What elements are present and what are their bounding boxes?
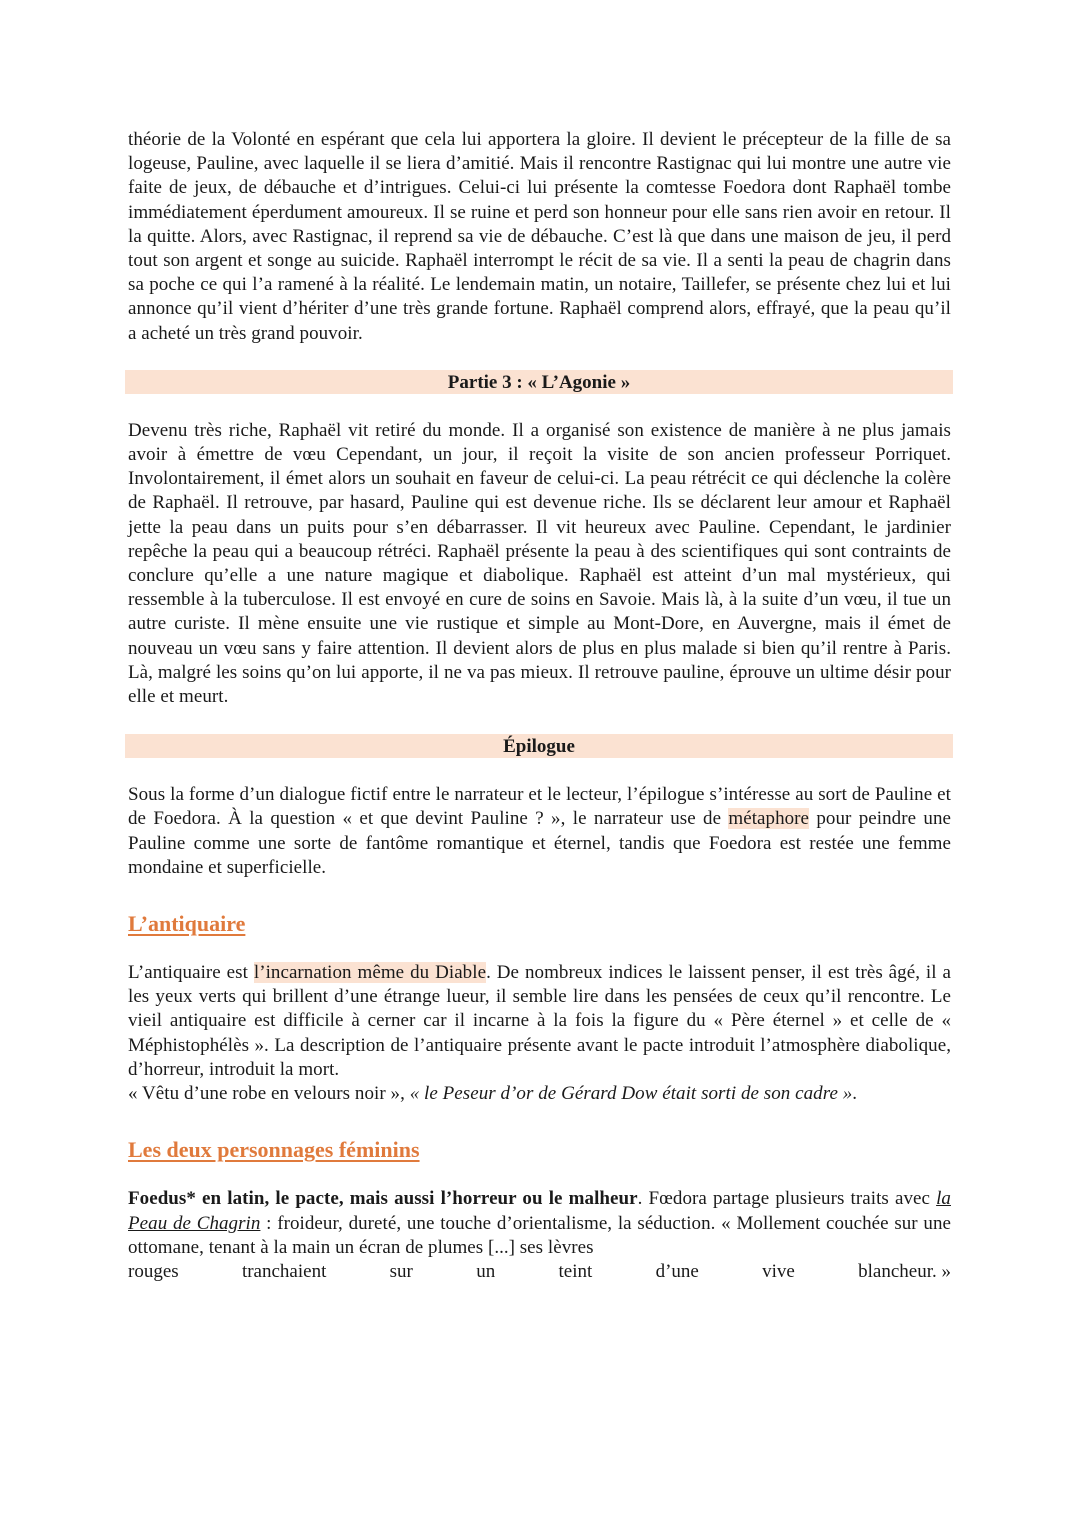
- antiquaire-heading: L’antiquaire: [128, 911, 246, 937]
- last-line-word: un: [476, 1260, 496, 1282]
- last-line-word: sur: [389, 1260, 413, 1282]
- feminins-heading: Les deux personnages féminins: [128, 1137, 420, 1163]
- last-line-word: blancheur. »: [858, 1260, 951, 1282]
- epilogue-highlight: métaphore: [728, 808, 810, 830]
- epilogue-text-before: Sous la forme d’un dialogue fictif entre le narrateur et le lecteur, l’épilogue s’intéresse au sort de Pauline et de Foedora. À la question « et que devint Pauline ? », le narrateur use de: [128, 784, 951, 830]
- document-page: [128, 128, 951, 1284]
- antiquaire-quote-end: .: [852, 1083, 858, 1105]
- part2-ending-paragraph: théorie de la Volonté en espérant que cela lui apportera la gloire. Il devient le précepteur de la fille de sa logeuse, Pauline, avec laquelle il se liera d’amitié. Mais il rencontre Rastignac qui lui montre une autre vie faite de jeux, de débauche et d’intrigues. Celui-ci lui présente la comtesse Foedora dont Raphaël tombe immédiatement éperdument amoureux. Il se ruine et perd son honneur pour elle sans rien avoir en retour. Il la quitte. Alors, avec Rastignac, il reprend sa vie de débauche. C’est là que dans une maison de jeu, il perd tout son argent et songe au suicide. Raphaël interrompt le récit de sa vie. Il a senti la peau de chagrin dans sa poche ce qui l’a ramené à la réalité. Le lendemain matin, un notaire, Taillefer, se présente chez lui et lui annonce qu’il vient d’hériter d’une très grande fortune. Raphaël comprend alors, effrayé, que la peau qu’il a acheté un très grand pouvoir.: [128, 129, 951, 344]
- feminins-paragraph: [128, 1187, 951, 1260]
- antiquaire-quote-line: [128, 1082, 951, 1106]
- antiquaire-highlight: l’incarnation même du Diable: [253, 962, 487, 984]
- last-line-word: teint: [558, 1260, 593, 1282]
- feminins-text-mid: . Fœdora partage plusieurs traits avec: [637, 1188, 937, 1210]
- last-line-word: rouges: [128, 1260, 179, 1282]
- feminins-last-line: [128, 1260, 951, 1284]
- epilogue-paragraph: [128, 783, 951, 880]
- part3-paragraph: Devenu très riche, Raphaël vit retiré du monde. Il a organisé son existence de manière à ne plus jamais avoir à émettre de vœu Cependant, un jour, il reçoit la visite de son ancien professeur Porriquet. Involontairement, il émet alors un souhait en faveur de celui-ci. La peau rétrécit ce qui déclenche la colère de Raphaël. Il retrouve, par hasard, Pauline qui est devenue riche. Ils se déclarent leur amour et Raphaël jette la peau dans un puits pour s’en débarrasser. Il vit heureux avec Pauline. Cependant, le jardinier repêche la peau qui a beaucoup rétréci. Raphaël présente la peau à des scientifiques qui sont contraints de conclure qu’elle a une nature magique et diabolique. Raphaël est atteint d’un mal mystérieux, qui ressemble à la tuberculose. Il est envoyé en cure de soins en Savoie. Mais là, à la suite d’un vœu, il tue un autre curiste. Il mène ensuite une vie rustique et simple au Mont-Dore, en Auvergne, mais il émet de nouveau un vœu sans y faire attention. Il devient alors de plus en plus malade si bien qu’il rentre à Paris. Là, malgré les soins qu’on lui apporte, il ne va pas mieux. Il retrouve pauline, éprouve un ultime désir pour elle et meurt.: [128, 419, 951, 708]
- antiquaire-quote-plain: « Vêtu d’une robe en velours noir »,: [128, 1083, 410, 1105]
- part3-heading: Partie 3 : « L’Agonie »: [125, 370, 953, 394]
- last-line-word: d’une: [655, 1260, 699, 1282]
- feminins-bracket: [...]: [488, 1236, 515, 1258]
- last-line-word: vive: [762, 1260, 795, 1282]
- antiquaire-paragraph: [128, 961, 951, 1082]
- antiquaire-text-rest: . De nombreux indices le laissent penser, il est très âgé, il a les yeux verts qui brillent d’une étrange lueur, il semble lire dans les pensées de ceux qu’il rencontre. Le vieil antiquaire est difficile à cerner car il incarne à la fois la figure du « Père éternel » et celle de « Méphistophélès ». La description de l’antiquaire présente avant le pacte introduit l’atmosphère diabolique, d’horreur, introduit la mort.: [128, 962, 952, 1080]
- last-line-word: tranchaient: [241, 1260, 327, 1282]
- feminins-title-reference: la Peau de Chagrin: [128, 1188, 951, 1234]
- feminins-text-end: ses lèvres: [514, 1236, 594, 1258]
- feminins-bold-intro: Foedus* en latin, le pacte, mais aussi l’horreur ou le malheur: [128, 1188, 638, 1210]
- epilogue-text-after: pour peindre une Pauline comme une sorte de fantôme romantique et éternel, tandis que Foedora est restée une femme mondaine et superficielle.: [128, 808, 951, 878]
- antiquaire-quote-italic: « le Peseur d’or de Gérard Dow était sorti de son cadre »: [409, 1083, 853, 1105]
- antiquaire-text-start: L’antiquaire est: [128, 962, 254, 984]
- epilogue-heading: Épilogue: [125, 734, 953, 758]
- feminins-text-after: : froideur, dureté, une touche d’orientalisme, la séduction. « Mollement couchée sur une ottomane, tenant à la main un écran de plumes: [128, 1212, 951, 1258]
